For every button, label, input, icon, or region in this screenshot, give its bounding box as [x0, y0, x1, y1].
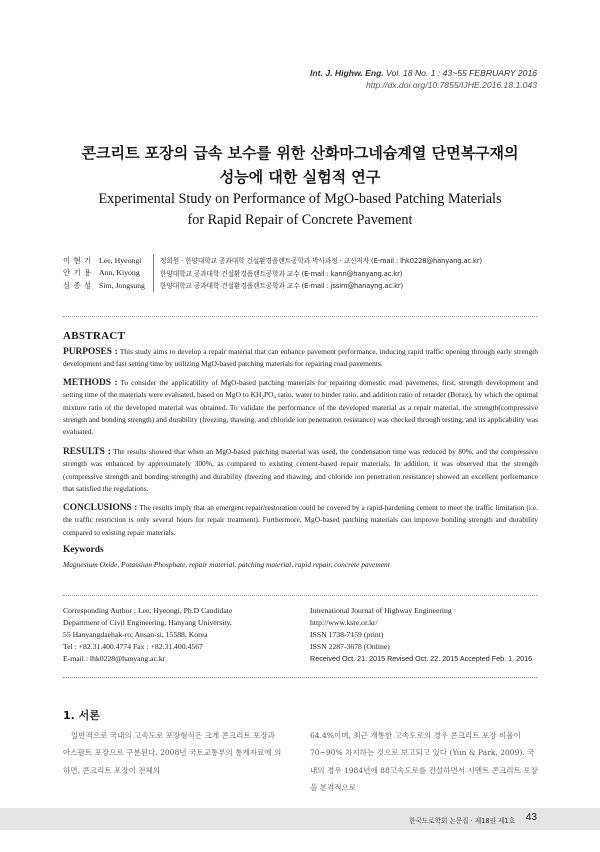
abstract-conclusions: [63, 502, 538, 539]
author-affiliation: 한양대학교 공과대학 건설환경플랜트공학과 교수 (E-mail : kann@hanyang.ac.kr): [160, 269, 403, 278]
author-name-ko: 안 기 용: [63, 268, 92, 278]
volume-info: Vol. 18 No. 1 : 43~55 FEBRUARY 2016: [383, 68, 537, 78]
title-english-line1: Experimental Study on Performance of MgO-based Patching Materials: [98, 191, 502, 207]
author-name-ko: 이 현 기: [63, 255, 92, 265]
author-affiliation: 정회원 · 한양대학교 공과대학 건설환경플랜트공학과 박사과정 · 교신저자 (E-mail : lhk0228@hanyang.ac.kr): [160, 257, 482, 266]
author-name-en: Sim, Jongsung: [99, 280, 145, 290]
author-row: [63, 254, 543, 267]
issn-online: ISSN 2287-3678 (Online): [310, 641, 390, 651]
keywords-list: Magnesium Oxide, Potassium Phosphate, repair material, patching material, rapid repair, concrete pavement: [63, 560, 390, 569]
corr-line: 55 Hanyangdaehak-ro, Ansan-si, 15588, Korea: [63, 629, 208, 639]
results-label: RESULTS :: [63, 447, 111, 457]
abstract-purposes: [63, 346, 538, 371]
footer-journal: 한국도로학회 논문집 · 제18권 제1호: [409, 817, 515, 825]
body-column-right: 64.4%이며, 최근 개통한 고속도로의 경우 콘크리트 포장 비율이 70~90% 차지하는 것으로 보고되고 있다 (Yun & Park, 2009). 국내의 경우 1984년에 88고속도로를 건설하면서 시멘트 콘크리트 포장을 본격적으로: [310, 731, 538, 793]
title-korean-line1: 콘크리트 포장의 급속 보수를 위한 산화마그네슘계열 단면복구재의: [81, 144, 519, 162]
journal-info: [310, 605, 540, 665]
doi-link[interactable]: http://dx.doi.org/10.7855/IJHE.2016.18.1.043: [365, 80, 537, 90]
journal-url[interactable]: http://www.ksre.or.kr/: [310, 617, 378, 627]
issn-print: ISSN 1738-7159 (print): [310, 629, 384, 639]
conclusions-text: The results imply that an emergent repair/restoration could be covered by a rapid-hardening cement to meet the traffic limitation (i.e. the traffic restriction is only several hours for repair treatment). Furthermore, MgO-based patching materials can improve bonding strength and durability compared to existing repair materials.: [63, 503, 538, 537]
results-text: The results showed that when an MgO-based patching material was used, the condensation time was reduced by 80%, and the compressive strength was enhanced by approximately 300%, as compared to existing cement-based repair materials. In addition, it was observed that the strength (compressive strength and bonding strength) and durability (freezing and thawing, and chloride ion penetration resistance) showed an excellent performance that satisfied the regulations.: [63, 447, 538, 493]
methods-text: To consider the applicability of MgO-based patching materials for repairing domestic road pavements, first, strength development and setting time of the materials were evaluated, based on MgO to KH₂PO₄ ratio, water to binder ratio, and addition ratio of retarder (Borax), by which the optimal mixture ratio of the developed material was obtained. To validate the performance of the developed material as a repair material, the strength(compressive strength and bonding strength) and durability (freezing, thawing, and chloride ion penetration resistance) was checked through testing, and its applicability was evaluated.: [63, 378, 538, 437]
author-name-en: Lee, Hyeongi: [99, 255, 142, 265]
corr-line: Department of Civil Engineering, Hanyang University,: [63, 617, 232, 627]
methods-label: METHODS :: [63, 378, 118, 388]
page-number: 43: [525, 812, 537, 823]
author-name-ko: 심 종 성: [63, 280, 92, 290]
author-list: [63, 254, 543, 292]
title-korean-line2: 성능에 대한 실험적 연구: [219, 168, 381, 186]
section-heading: 1. 서론: [63, 709, 100, 722]
journal-citation: [310, 68, 537, 78]
purposes-text: This study aims to develop a repair material that can enhance pavement performance, inducing rapid traffic opening through early strength development and fast setting time by utilizing MgO-based patching materials for repairing road pavements.: [63, 347, 538, 369]
journal-name: International Journal of Highway Engineering: [310, 606, 452, 615]
corr-line: Tel : +82.31.400.4774 Fax : +82.31.400.4567: [63, 641, 203, 651]
author-divider: [153, 279, 154, 292]
author-divider: [153, 254, 154, 267]
abstract-heading: ABSTRACT: [63, 330, 126, 342]
body-column-left: 일반적으로 국내의 고속도로 포장형식은 크게 콘크리트 포장과 아스팔트 포장으로 구분된다. 2008년 국토교통부의 통계자료에 의하면, 콘크리트 포장이 전체의: [63, 731, 282, 775]
received-dates: Received Oct. 21. 2015 Revised Oct. 22. 2015 Accepted Feb. 1. 2016: [310, 653, 533, 663]
divider: [63, 677, 537, 678]
corr-line: Corresponding Author : Lee, Hyeongi, Ph.D Candidate: [63, 606, 233, 615]
author-divider: [153, 267, 154, 280]
journal-abbrev: Int. J. Highw. Eng.: [310, 68, 384, 78]
author-row: [63, 267, 543, 280]
title-english-line2: for Rapid Repair of Concrete Pavement: [187, 212, 413, 228]
abstract-results: [63, 446, 538, 495]
corr-email[interactable]: E-mail : lhk0228@hanyang.ac.kr: [63, 653, 166, 663]
keywords-heading: Keywords: [63, 545, 104, 555]
author-name-en: Ann, Kiyong: [99, 268, 140, 278]
divider: [63, 595, 537, 596]
conclusions-label: CONCLUSIONS :: [63, 503, 138, 513]
corresponding-author-info: [63, 605, 293, 665]
purposes-label: PURPOSES :: [63, 347, 118, 357]
author-affiliation: 한양대학교 공과대학 건설환경플랜트공학과 교수 (E-mail : jssim@hanayng.ac.kr): [160, 282, 404, 291]
abstract-methods: [63, 377, 538, 438]
author-row: [63, 279, 543, 292]
divider: [63, 316, 537, 317]
